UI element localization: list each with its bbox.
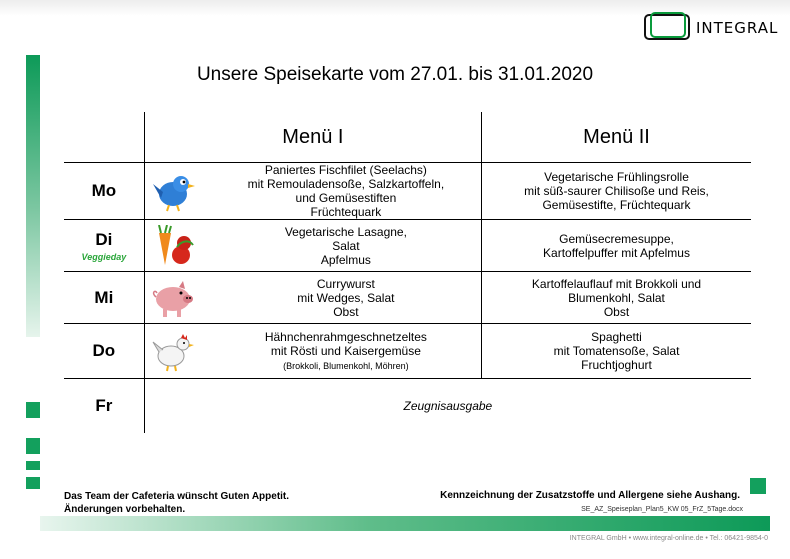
accent-square — [26, 438, 40, 454]
logo-text: INTEGRAL — [696, 19, 779, 37]
footer-filename: SE_AZ_Speiseplan_Plan5_KW 05_FrZ_5Tage.docx — [581, 506, 743, 513]
accent-square — [26, 461, 40, 470]
accent-square — [26, 402, 40, 418]
menu1-cell — [144, 272, 481, 324]
dish-line: Gemüsecremesuppe, — [559, 231, 674, 246]
menu1-cell — [144, 220, 481, 272]
dish-line: Vegetarische Frühlingsrolle — [544, 170, 689, 184]
header-row — [64, 112, 751, 163]
menu2-cell — [482, 324, 751, 379]
day-cell — [64, 220, 144, 272]
day-label: Mo — [64, 163, 144, 220]
dish-line: Spaghetti — [591, 330, 642, 344]
dish-line: Kartoffelpuffer mit Apfelmus — [543, 245, 690, 260]
footer-line: Änderungen vorbehalten. — [64, 504, 186, 515]
menu-table — [64, 112, 751, 433]
menu2-cell — [482, 220, 751, 272]
dish-line: Kartoffelauflauf mit Brokkoli und — [531, 276, 702, 291]
dish-line: Vegetarische Lasagne, — [284, 224, 407, 239]
table-row — [64, 379, 751, 434]
day-label: Mi — [64, 272, 144, 324]
dish-line: (Brokkoli, Blumenkohl, Möhren) — [283, 360, 409, 371]
veggieday-badge: Veggieday — [81, 251, 127, 262]
pig-icon — [151, 277, 195, 319]
dish-line: Fruchtjoghurt — [581, 358, 652, 372]
dish-line: und Gemüsestiften — [295, 191, 397, 205]
dish-line: Currywurst — [316, 276, 375, 291]
menu2-header: Menü II — [482, 112, 751, 163]
menu1-cell — [144, 324, 481, 379]
day-header — [64, 112, 144, 163]
accent-square — [26, 477, 40, 489]
table-row — [64, 163, 751, 220]
table-row — [64, 220, 751, 272]
table-row — [64, 272, 751, 324]
bird-icon — [151, 170, 195, 212]
friday-note: Zeugnisausgabe — [144, 379, 751, 434]
day-label: Do — [64, 324, 144, 379]
dish-line: mit Remouladensoße, Salzkartoffeln, — [247, 177, 445, 191]
dish-line: Obst — [603, 304, 630, 319]
day-label: Fr — [64, 379, 144, 434]
dish-line: Paniertes Fischfilet (Seelachs) — [264, 163, 427, 177]
dish-line: Salat — [332, 238, 360, 253]
table-row — [64, 324, 751, 379]
menu2-cell — [482, 272, 751, 324]
menu1-cell — [144, 163, 481, 220]
footer-line: Das Team der Cafeteria wünscht Guten Appetit. — [64, 491, 290, 502]
logo-box-green — [650, 12, 686, 38]
dish-line: Gemüsestifte, Früchtequark — [542, 198, 691, 212]
footer-contact: INTEGRAL GmbH • www.integral-online.de • Tel.: 06421-9854-0 — [569, 535, 768, 542]
footer-allergen-note: Kennzeichnung der Zusatzstoffe und Allergene siehe Aushang. — [440, 490, 740, 501]
dish-line: mit Wedges, Salat — [297, 290, 395, 305]
menu1-header: Menü I — [144, 112, 481, 163]
dish-line: mit Rösti und Kaisergemüse — [270, 343, 421, 358]
dish-line: mit Tomatensoße, Salat — [553, 344, 680, 358]
chicken-icon — [151, 330, 195, 372]
accent-square-right — [750, 478, 766, 494]
left-accent-bar — [26, 55, 40, 337]
day-label: Di — [95, 229, 113, 249]
dish-line: Früchtequark — [310, 205, 382, 219]
menu2-cell — [482, 163, 751, 220]
dish-line: Hähnchenrahmgeschnetzeltes — [264, 329, 427, 344]
integral-logo — [644, 12, 784, 46]
page-title: Unsere Speisekarte vom 27.01. bis 31.01.2020 — [196, 64, 594, 85]
dish-line: Blumenkohl, Salat — [568, 290, 665, 305]
vegetables-icon — [151, 225, 195, 267]
bottom-gradient-bar — [40, 516, 770, 531]
footer-greeting — [64, 490, 289, 516]
dish-line: mit süß-saurer Chilisoße und Reis, — [524, 184, 709, 198]
dish-line: Apfelmus — [320, 252, 371, 267]
dish-line: Obst — [333, 304, 359, 319]
